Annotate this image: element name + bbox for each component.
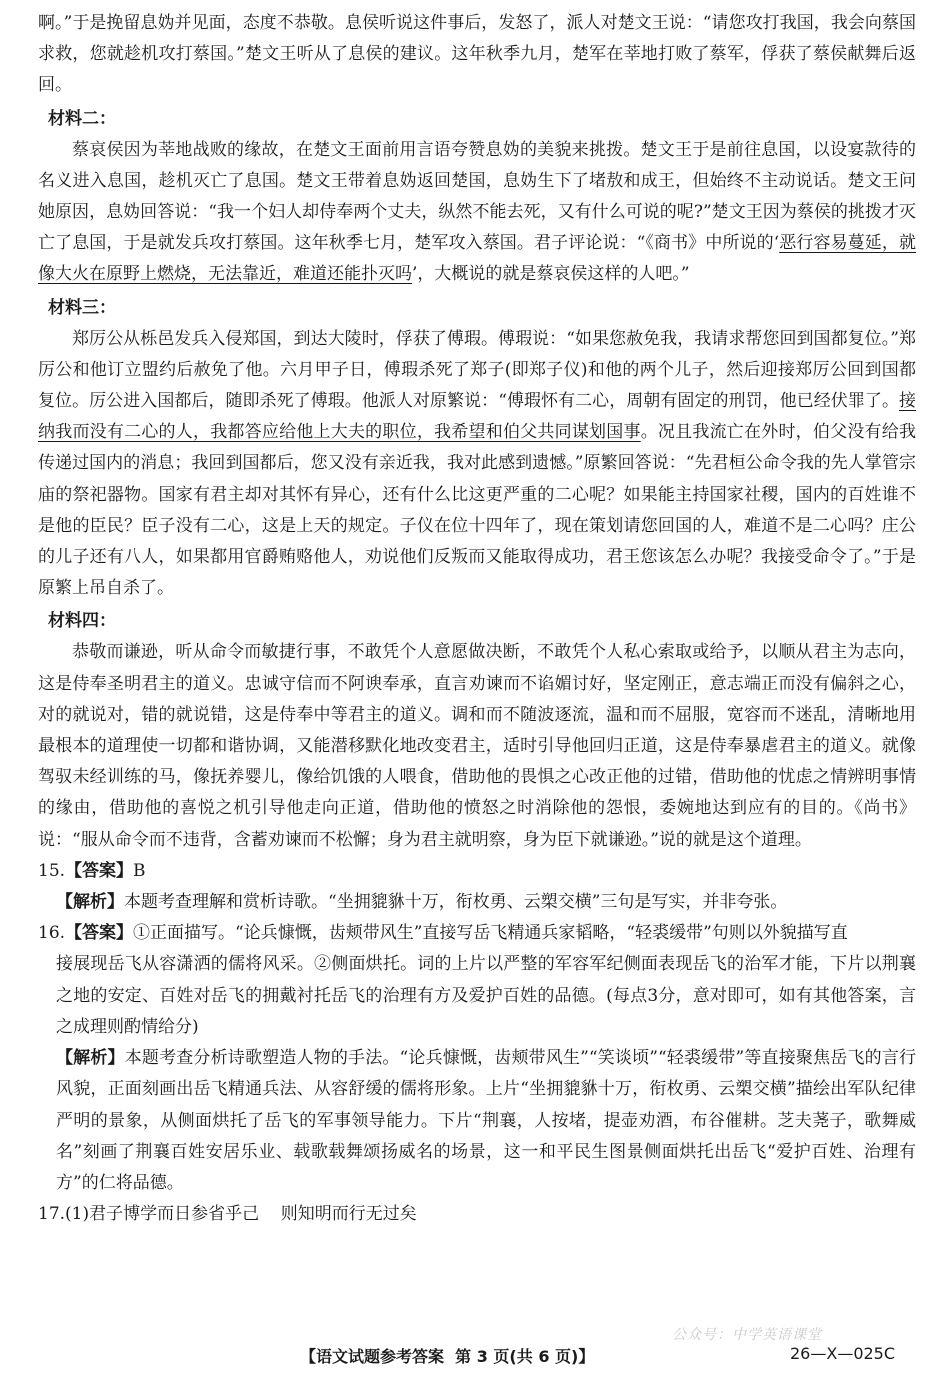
material-3-title: 材料三： [48,297,116,318]
watermark-text: 公众号：中学英语课堂 [672,1327,822,1343]
material-4-title: 材料四： [48,611,116,632]
question-15-answer: 15.【答案】B [38,860,146,881]
intro-paragraph: 啊。”于是挽留息妫并见面，态度不恭敬。息侯听说这件事后，发怒了，派人对楚文王说：“请您攻打我国，我会向蔡国求救，您就趁机攻打蔡国。”楚文王听从了息侯的建议。这年秋季九月，楚军在莘地打败了蔡军，俘获了蔡侯献舞后返回。 [38,13,916,96]
question-16-answer-continued: 接展现岳飞从容潇洒的儒将风采。②侧面烘托。词的上片以严整的军容军纪侧面表现岳飞的治军才能，下片以荆襄之地的安定、百姓对岳飞的拥戴衬托岳飞的治理有方及爱护百姓的品德。(每点3分，意对即可，如有其他答案，言之成理则酌情给分) [56,954,916,1037]
material-4-paragraph: 恭敬而谦逊，听从命令而敏捷行事，不敢凭个人意愿做决断，不敢凭个人私心索取或给予，以顺从君主为志向，这是侍奉圣明君主的道义。忠诚守信而不阿谀奉承，直言劝谏而不谄媚讨好，坚定刚正，意志端正而没有偏斜之心，对的就说对，错的就说错，这是侍奉中等君主的道义。调和而不随波逐流，温和而不屈服，宽容而不迷乱，清晰地用最根本的道理使一切都和谐协调，又能潜移默化地改变君主，适时引导他回归正道，这是侍奉暴虐君主的道义。就像驾驭未经训练的马，像抚养婴儿，像给饥饿的人喂食，借助他的畏惧之心改正他的过错，借助他的忧虑之情辨明事情的缘由，借助他的喜悦之机引导他走向正道，借助他的愤怒之时消除他的怨恨，委婉地达到应有的目的。《尚书》说：“服从命令而不违背，含蓄劝谏而不松懈；身为君主就明察，身为臣下就谦逊。”说的就是这个道理。 [38,642,916,850]
question-15-analysis: 【解析】本题考查理解和赏析诗歌。“坐拥貔貅十万，衔枚勇、云槊交横”三句是写实，并非夸张。 [56,892,788,913]
question-16-analysis: 【解析】本题考查分析诗歌塑造人物的手法。“论兵慷慨，齿颊带风生”“笑谈顷”“轻裘缓带”等直接聚焦岳飞的言行风貌，正面刻画出岳飞精通兵法、从容舒缓的儒将形象。上片“坐拥貔貅十万，衔枚勇、云槊交横”描绘出军队纪律严明的景象，从侧面烘托了岳飞的军事领导能力。下片“荆襄，人按堵，提壶劝酒，布谷催耕。芝夫荛子，歌舞威名”刻画了荆襄百姓安居乐业、载歌载舞颂扬威名的场景，这一和平民生图景侧面烘托出岳飞“爱护百姓、治理有方”的仁将品德。 [56,1048,916,1193]
page-footer [0,1344,950,1370]
material-2-underlined: 恶行容易蔓延，就像大火在原野上燃烧，无法靠近，难道还能扑灭吗 [38,233,917,285]
footer-title: 【语文试题参考答案 第 3 页(共 6 页)】 [300,1347,595,1366]
document-page [38,8,916,1230]
question-17-answer: 17.(1)君子博学而日参省乎己 则知明而行无过矣 [38,1204,417,1225]
material-2-title: 材料二： [48,108,116,129]
material-2-paragraph: 蔡哀侯因为莘地战败的缘故，在楚文王面前用言语夸赞息妫的美貌来挑拨。楚文王于是前往息国，以设宴款待的名义进入息国，趁机灭亡了息国。楚文王带着息妫返回楚国，息妫生下了堵敖和成王，但始终不主动说话。楚文王问她原因，息妫回答说：“我一个妇人却侍奉两个丈夫，纵然不能去死，又有什么可说的呢?”楚文王因为蔡侯的挑拨才灭亡了息国，于是就发兵攻打蔡国。这年秋季七月，楚军攻入蔡国。君子评论说：“《商书》中所说的‘恶行容易蔓延，就像大火在原野上燃烧，无法靠近，难道还能扑灭吗’，大概说的就是蔡哀侯这样的人吧。” [38,139,917,285]
material-3-paragraph: 郑厉公从栎邑发兵入侵郑国，到达大陵时，俘获了傅瑕。傅瑕说：“如果您赦免我，我请求帮您回到国都复位。”郑厉公和他订立盟约后赦免了他。六月甲子日，傅瑕杀死了郑子(即郑子仪)和他的两个儿子，然后迎接郑厉公回到国都复位。厉公进入国都后，随即杀死了傅瑕。他派人对原繁说：“傅瑕怀有二心，周朝有固定的刑罚，他已经伏罪了。接纳我而没有二心的人，我都答应给他上大夫的职位，我希望和伯父共同谋划国事。况且我流亡在外时，伯父没有给我传递过国内的消息；我回到国都后，您又没有亲近我，我对此感到遗憾。”原繁回答说：“先君桓公命令我的先人掌管宗庙的祭祀器物。国家有君主却对其怀有异心，还有什么比这更严重的二心呢？如果能主持国家社稷，国内的百姓谁不是他的臣民？臣子没有二心，这是上天的规定。子仪在位十四年了，现在策划请您回国的人，难道不是二心吗？庄公的儿子还有八人，如果都用官爵贿赂他人，劝说他们反叛而又能取得成功，君王您该怎么办呢？我接受命令了。”于是原繁上吊自杀了。 [38,328,917,599]
footer-code: 26—X—025C [790,1344,896,1363]
question-16-answer: 16.【答案】①正面描写。“论兵慷慨，齿颊带风生”直接写岳飞精通兵家韬略，“轻裘缓带”句则以外貌描写直 [38,923,848,944]
material-3-underlined: 接纳我而没有二心的人，我都答应给他上大夫的职位，我希望和伯父共同谋划国事 [38,391,916,443]
